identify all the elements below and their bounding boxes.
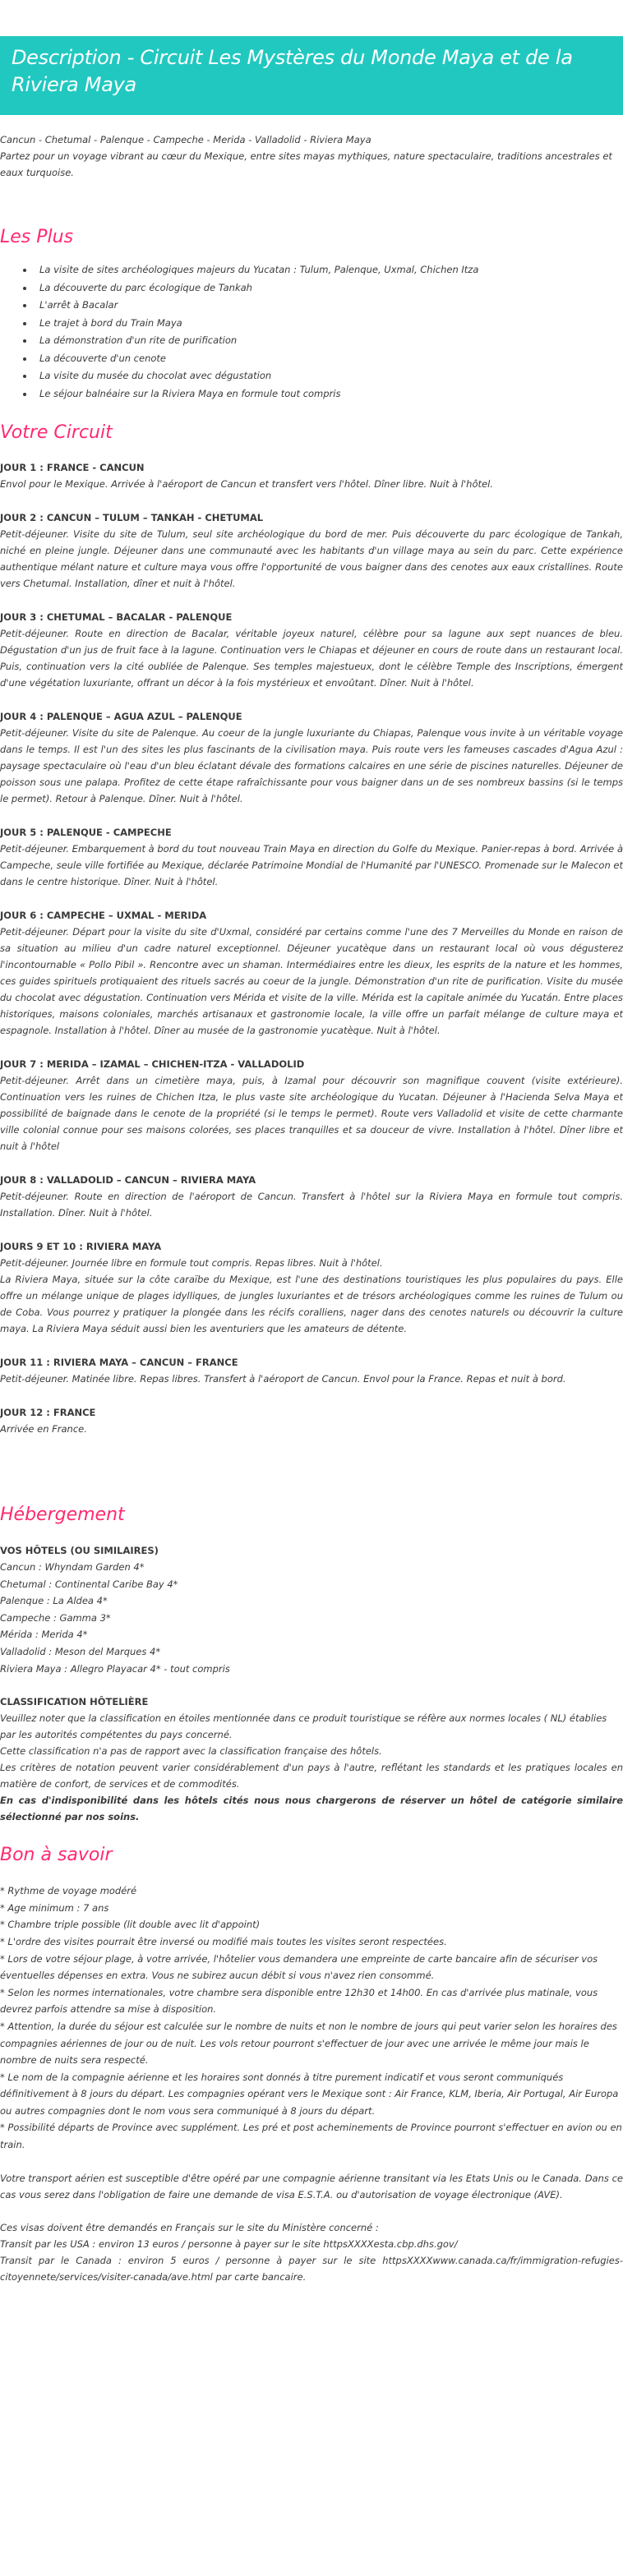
day-block xyxy=(0,1238,623,1337)
day-block xyxy=(0,509,623,592)
plus-item: • L'arrêt à Bacalar xyxy=(35,297,623,315)
classification-heading: CLASSIFICATION HÔTELIÈRE xyxy=(0,1696,149,1708)
day-block xyxy=(0,824,623,890)
day-text: Petit-déjeuner. Arrêt dans un cimetière maya, puis, à Izamal pour découvrir son magnifique couvent (visite extérieure). Continuation vers les ruines de Chichen Itza, le plus vaste site archéologique du Yucatan. Déjeuner à l'Hacienda Selva Maya et possibilité de baignade dans le cenote de la propriété (si le temps le permet). Route vers Valladolid et visite de cette charmante ville colonial connue pour ses maisons colorées, ses places tranquilles et sa douceur de vivre. Installation à l'hôtel. Dîner libre et nuit à l'hôtel xyxy=(0,1075,623,1152)
transport-p4: Transit par le Canada : environ 5 euros / personne à payer sur le site httpsXXXXwww.canada.ca/fr/immigration-refugies-citoyennete/services/visiter-canada/ave.html par carte bancaire. xyxy=(0,2254,623,2283)
note-item: * Chambre triple possible (lit double avec lit d'appoint) xyxy=(0,1919,261,1931)
note-item: * L'ordre des visites pourrait être inversé ou modifié mais toutes les visites seront respectées. xyxy=(0,1935,447,1947)
page-title: Description - Circuit Les Mystères du Monde Maya et de la Riviera Maya xyxy=(12,46,573,96)
plus-item: • La découverte d'un cenote xyxy=(35,350,623,368)
day-text: Petit-déjeuner. Route en direction de Bacalar, véritable joyeux naturel, célèbre pour sa lagune aux sept nuances de bleu. Dégustation d'un jus de fruit face à la lagune. Continuation vers le Chiapas et déjeuner en cours de route dans un restaurant local. Puis, continuation vers la cité oubliée de Palenque. Ses temples majestueux, dont le célèbre Temple des Inscriptions, émergent d'une végétation luxuriante, offrant un décor à la fois mystérieux et envoûtant. Dîner. Nuit à l'hôtel. xyxy=(0,628,623,689)
plus-list xyxy=(0,261,623,403)
day-text: Petit-déjeuner. Embarquement à bord du tout nouveau Train Maya en direction du Golfe du Mexique. Panier-repas à bord. Arrivée à Campeche, seule ville fortifiée au Mexique, déclarée Patrimoine Mondial de l'Humanité par l'UNESCO. Promenade sur le Malecon et dans le centre historique. Dîner. Nuit à l'hôtel. xyxy=(0,843,623,887)
hotel-list xyxy=(0,1559,623,1677)
plus-item: • Le trajet à bord du Train Maya xyxy=(35,315,623,333)
plus-heading: Les Plus xyxy=(0,227,74,247)
hotel-item: Mérida : Merida 4* xyxy=(0,1629,88,1641)
plus-item: • La découverte du parc écologique de Tankah xyxy=(35,279,623,297)
day-text: Petit-déjeuner. Départ pour la visite du site d'Uxmal, considéré par certains comme l'une des 7 Merveilles du Monde en raison de sa situation au milieu d'un cadre naturel exceptionnel. Déjeuner yucatèque dans un restaurant local où vous dégusterez l'incontournable « Pollo Pibil ». Rencontre avec un shaman. Intermédiaires entre les dieux, les esprits de la nature et les hommes, ces guides spirituels protiquaient des rituels sacrés au coeur de la jungle. Démonstration d'un rite de purification. Visite du musée du chocolat avec dégustation. Continuation vers Mérida et visite de la ville. Mérida est la capitale animée du Yucatán. Entre places historiques, maisons coloniales, marchés artisanaux et gastronomie locale, la ville offre un parfait mélange de culture maya et espagnole. Installation à l'hôtel. Dîner au musée de la gastronomie yucatèque. Nuit à l'hôtel. xyxy=(0,926,623,1036)
day-title: JOUR 6 : CAMPECHE – UXMAL - MERIDA xyxy=(0,910,207,921)
note-item: * Le nom de la compagnie aérienne et les horaires sont donnés à titre purement indicatif et vous seront communiqués définitivement à 8 jours du départ. Les compagnies opérant vers le Mexique sont : Air France, KLM, Iberia, Air Portugal, Air Europa ou autres compagnies dont le nom vous sera communiqué à 8 jours du départ. xyxy=(0,2071,619,2117)
day-title: JOUR 11 : RIVIERA MAYA – CANCUN – FRANCE xyxy=(0,1357,238,1368)
circuit-heading: Votre Circuit xyxy=(0,422,113,443)
title-banner xyxy=(0,36,623,115)
hotel-item: Valladolid : Meson del Marques 4* xyxy=(0,1645,161,1657)
tagline: Partez pour un voyage vibrant au cœur du Mexique, entre sites mayas mythiques, nature spectaculaire, traditions ancestrales et eaux turquoise. xyxy=(0,150,612,178)
plus-item: • La visite du musée du chocolat avec dégustation xyxy=(35,367,623,385)
day-text: Arrivée en France. xyxy=(0,1423,87,1435)
note-item: * Lors de votre séjour plage, à votre arrivée, l'hôtelier vous demandera une empreinte de carte bancaire afin de sécuriser vos éventuelles dépenses en extra. Vous ne subirez aucun débit si vous n'avez rien consommé. xyxy=(0,1952,598,1982)
transport-p1: Votre transport aérien est susceptible d'être opéré par une compagnie aérienne transitant via les Etats Unis ou le Canada. Dans ce cas vous serez dans l'obligation de faire une demande de visa E.S.T.A. ou d'autorisation de voyage électronique (AVE). xyxy=(0,2172,623,2200)
plus-item: • Le séjour balnéaire sur la Riviera Maya en formule tout compris xyxy=(35,385,623,403)
day-title: JOUR 7 : MERIDA – IZAMAL – CHICHEN-ITZA - VALLADOLID xyxy=(0,1058,305,1070)
hotels-block xyxy=(0,1542,623,1677)
day-block xyxy=(0,708,623,807)
day-text: Envol pour le Mexique. Arrivée à l'aéroport de Cancun et transfert vers l'hôtel. Dîner libre. Nuit à l'hôtel. xyxy=(0,478,493,490)
day-title: JOUR 12 : FRANCE xyxy=(0,1407,96,1418)
day-text: Petit-déjeuner. Journée libre en formule tout compris. Repas libres. Nuit à l'hôtel. xyxy=(0,1257,383,1269)
route-line: Cancun - Chetumal - Palenque - Campeche - Merida - Valladolid - Riviera Maya xyxy=(0,134,371,145)
plus-item: • La visite de sites archéologiques majeurs du Yucatan : Tulum, Palenque, Uxmal, Chichen Itza xyxy=(35,261,623,279)
day-text: Petit-déjeuner. Route en direction de l'aéroport de Cancun. Transfert à l'hôtel sur la Riviera Maya en formule tout compris. Installation. Dîner. Nuit à l'hôtel. xyxy=(0,1191,623,1219)
day-text-extra: La Riviera Maya, située sur la côte caraïbe du Mexique, est l'une des destinations touristiques les plus populaires du pays. Elle offre un mélange unique de plages idylliques, de jungles luxuriantes et de trésors archéologiques comme les ruines de Tulum ou de Coba. Vous pourrez y pratiquer la plongée dans les récifs coralliens, nager dans des cenotes naturels ou découvrir la culture maya. La Riviera Maya séduit aussi bien les aventuriers que les amateurs de détente. xyxy=(0,1274,623,1334)
day-block xyxy=(0,459,623,492)
note-item: * Rythme de voyage modéré xyxy=(0,1885,137,1897)
hebergement-heading: Hébergement xyxy=(0,1505,125,1525)
bon-a-savoir-heading: Bon à savoir xyxy=(0,1845,113,1866)
content xyxy=(0,131,623,2285)
hotel-item: Cancun : Whyndam Garden 4* xyxy=(0,1561,145,1573)
day-text: Petit-déjeuner. Matinée libre. Repas libres. Transfert à l'aéroport de Cancun. Envol pour la France. Repas et nuit à bord. xyxy=(0,1373,566,1385)
day-title: JOUR 4 : PALENQUE – AGUA AZUL – PALENQUE xyxy=(0,711,242,722)
notes-list xyxy=(0,1882,623,2154)
note-item: * Selon les normes internationales, votre chambre sera disponible entre 12h30 et 14h00. En cas d'arrivée plus matinale, vous devrez parfois attendre sa mise à disposition. xyxy=(0,1986,598,2016)
day-block xyxy=(0,1404,623,1437)
transport-p2: Ces visas doivent être demandés en Français sur le site du Ministère concerné : xyxy=(0,2221,379,2233)
classification-p1: Veuillez noter que la classification en étoiles mentionnée dans ce produit touristique se réfère aux normes locales ( NL) établies par les autorités compétentes du pays concerné. xyxy=(0,1712,607,1741)
day-title: JOUR 5 : PALENQUE - CAMPECHE xyxy=(0,827,172,838)
day-title: JOUR 1 : FRANCE - CANCUN xyxy=(0,462,145,473)
day-title: JOURS 9 ET 10 : RIVIERA MAYA xyxy=(0,1241,162,1252)
hotel-item: Chetumal : Continental Caribe Bay 4* xyxy=(0,1578,178,1590)
plus-item: • La démonstration d'un rite de purification xyxy=(35,332,623,350)
hotel-item: Riviera Maya : Allegro Playacar 4* - tout compris xyxy=(0,1662,230,1675)
note-item: * Age minimum : 7 ans xyxy=(0,1901,109,1914)
day-block xyxy=(0,1056,623,1154)
day-block xyxy=(0,1354,623,1387)
day-title: JOUR 8 : VALLADOLID – CANCUN – RIVIERA MAYA xyxy=(0,1174,256,1186)
day-title: JOUR 2 : CANCUN – TULUM – TANKAH - CHETUMAL xyxy=(0,512,264,523)
itinerary xyxy=(0,459,623,1437)
classification-p2: Cette classification n'a pas de rapport avec la classification française des hôtels. xyxy=(0,1745,382,1758)
hotel-item: Campeche : Gamma 3* xyxy=(0,1611,111,1624)
classification-note: En cas d'indisponibilité dans les hôtels cités nous nous chargerons de réserver un hôtel de catégorie similaire sélectionné par nos soins. xyxy=(0,1795,623,1823)
hotels-heading: VOS HÔTELS (OU SIMILAIRES) xyxy=(0,1545,159,1556)
day-text: Petit-déjeuner. Visite du site de Palenque. Au coeur de la jungle luxuriante du Chiapas, Palenque vous invite à un véritable voyage dans le temps. Il est l'un des sites les plus fascinants de la civilisation maya. Puis route vers les fameuses cascades d'Agua Azul : paysage spectaculaire où l'eau d'un bleu éclatant dévale des formations calcaires en une série de piscines naturelles. Déjeuner de poisson sous une palapa. Profitez de cette étape rafraîchissante pour vous baigner dans un de ses nombreux bassins (si le temps le permet). Retour à Palenque. Dîner. Nuit à l'hôtel. xyxy=(0,727,623,804)
note-item: * Attention, la durée du séjour est calculée sur le nombre de nuits et non le nombre de jours qui peut varier selon les horaires des compagnies aériennes de jour ou de nuit. Les vols retour pourront s'effectuer de jour avec une arrivée le même jour mais le nombre de nuits sera respecté. xyxy=(0,2020,617,2067)
day-text: Petit-déjeuner. Visite du site de Tulum, seul site archéologique du bord de mer. Puis découverte du parc écologique de Tankah, niché en pleine jungle. Déjeuner dans une communauté avec les habitants d'un village maya au sein du parc. Cette expérience authentique mélant nature et culture maya vous offre l'opportunité de vous baigner dans des cenotes aux eaux cristallines. Route vers Chetumal. Installation, dîner et nuit à l'hôtel. xyxy=(0,528,623,589)
hotel-item: Palenque : La Aldea 4* xyxy=(0,1595,108,1607)
day-block xyxy=(0,907,623,1039)
note-item: * Possibilité départs de Province avec supplément. Les pré et post acheminements de Province pourront s'effectuer en avion ou en train. xyxy=(0,2122,622,2151)
classification-block xyxy=(0,1694,623,1825)
intro xyxy=(0,131,623,181)
transport-block xyxy=(0,2170,623,2285)
classification-p3: Les critères de notation peuvent varier considérablement d'un pays à l'autre, reflétant les standards et les pratiques locales en matière de confort, de services et de commodités. xyxy=(0,1762,623,1790)
day-title: JOUR 3 : CHETUMAL – BACALAR - PALENQUE xyxy=(0,611,233,623)
day-block xyxy=(0,1172,623,1221)
day-block xyxy=(0,609,623,691)
transport-p3: Transit par les USA : environ 13 euros / personne à payer sur le site httpsXXXXesta.cbp.dhs.gov/ xyxy=(0,2237,458,2250)
